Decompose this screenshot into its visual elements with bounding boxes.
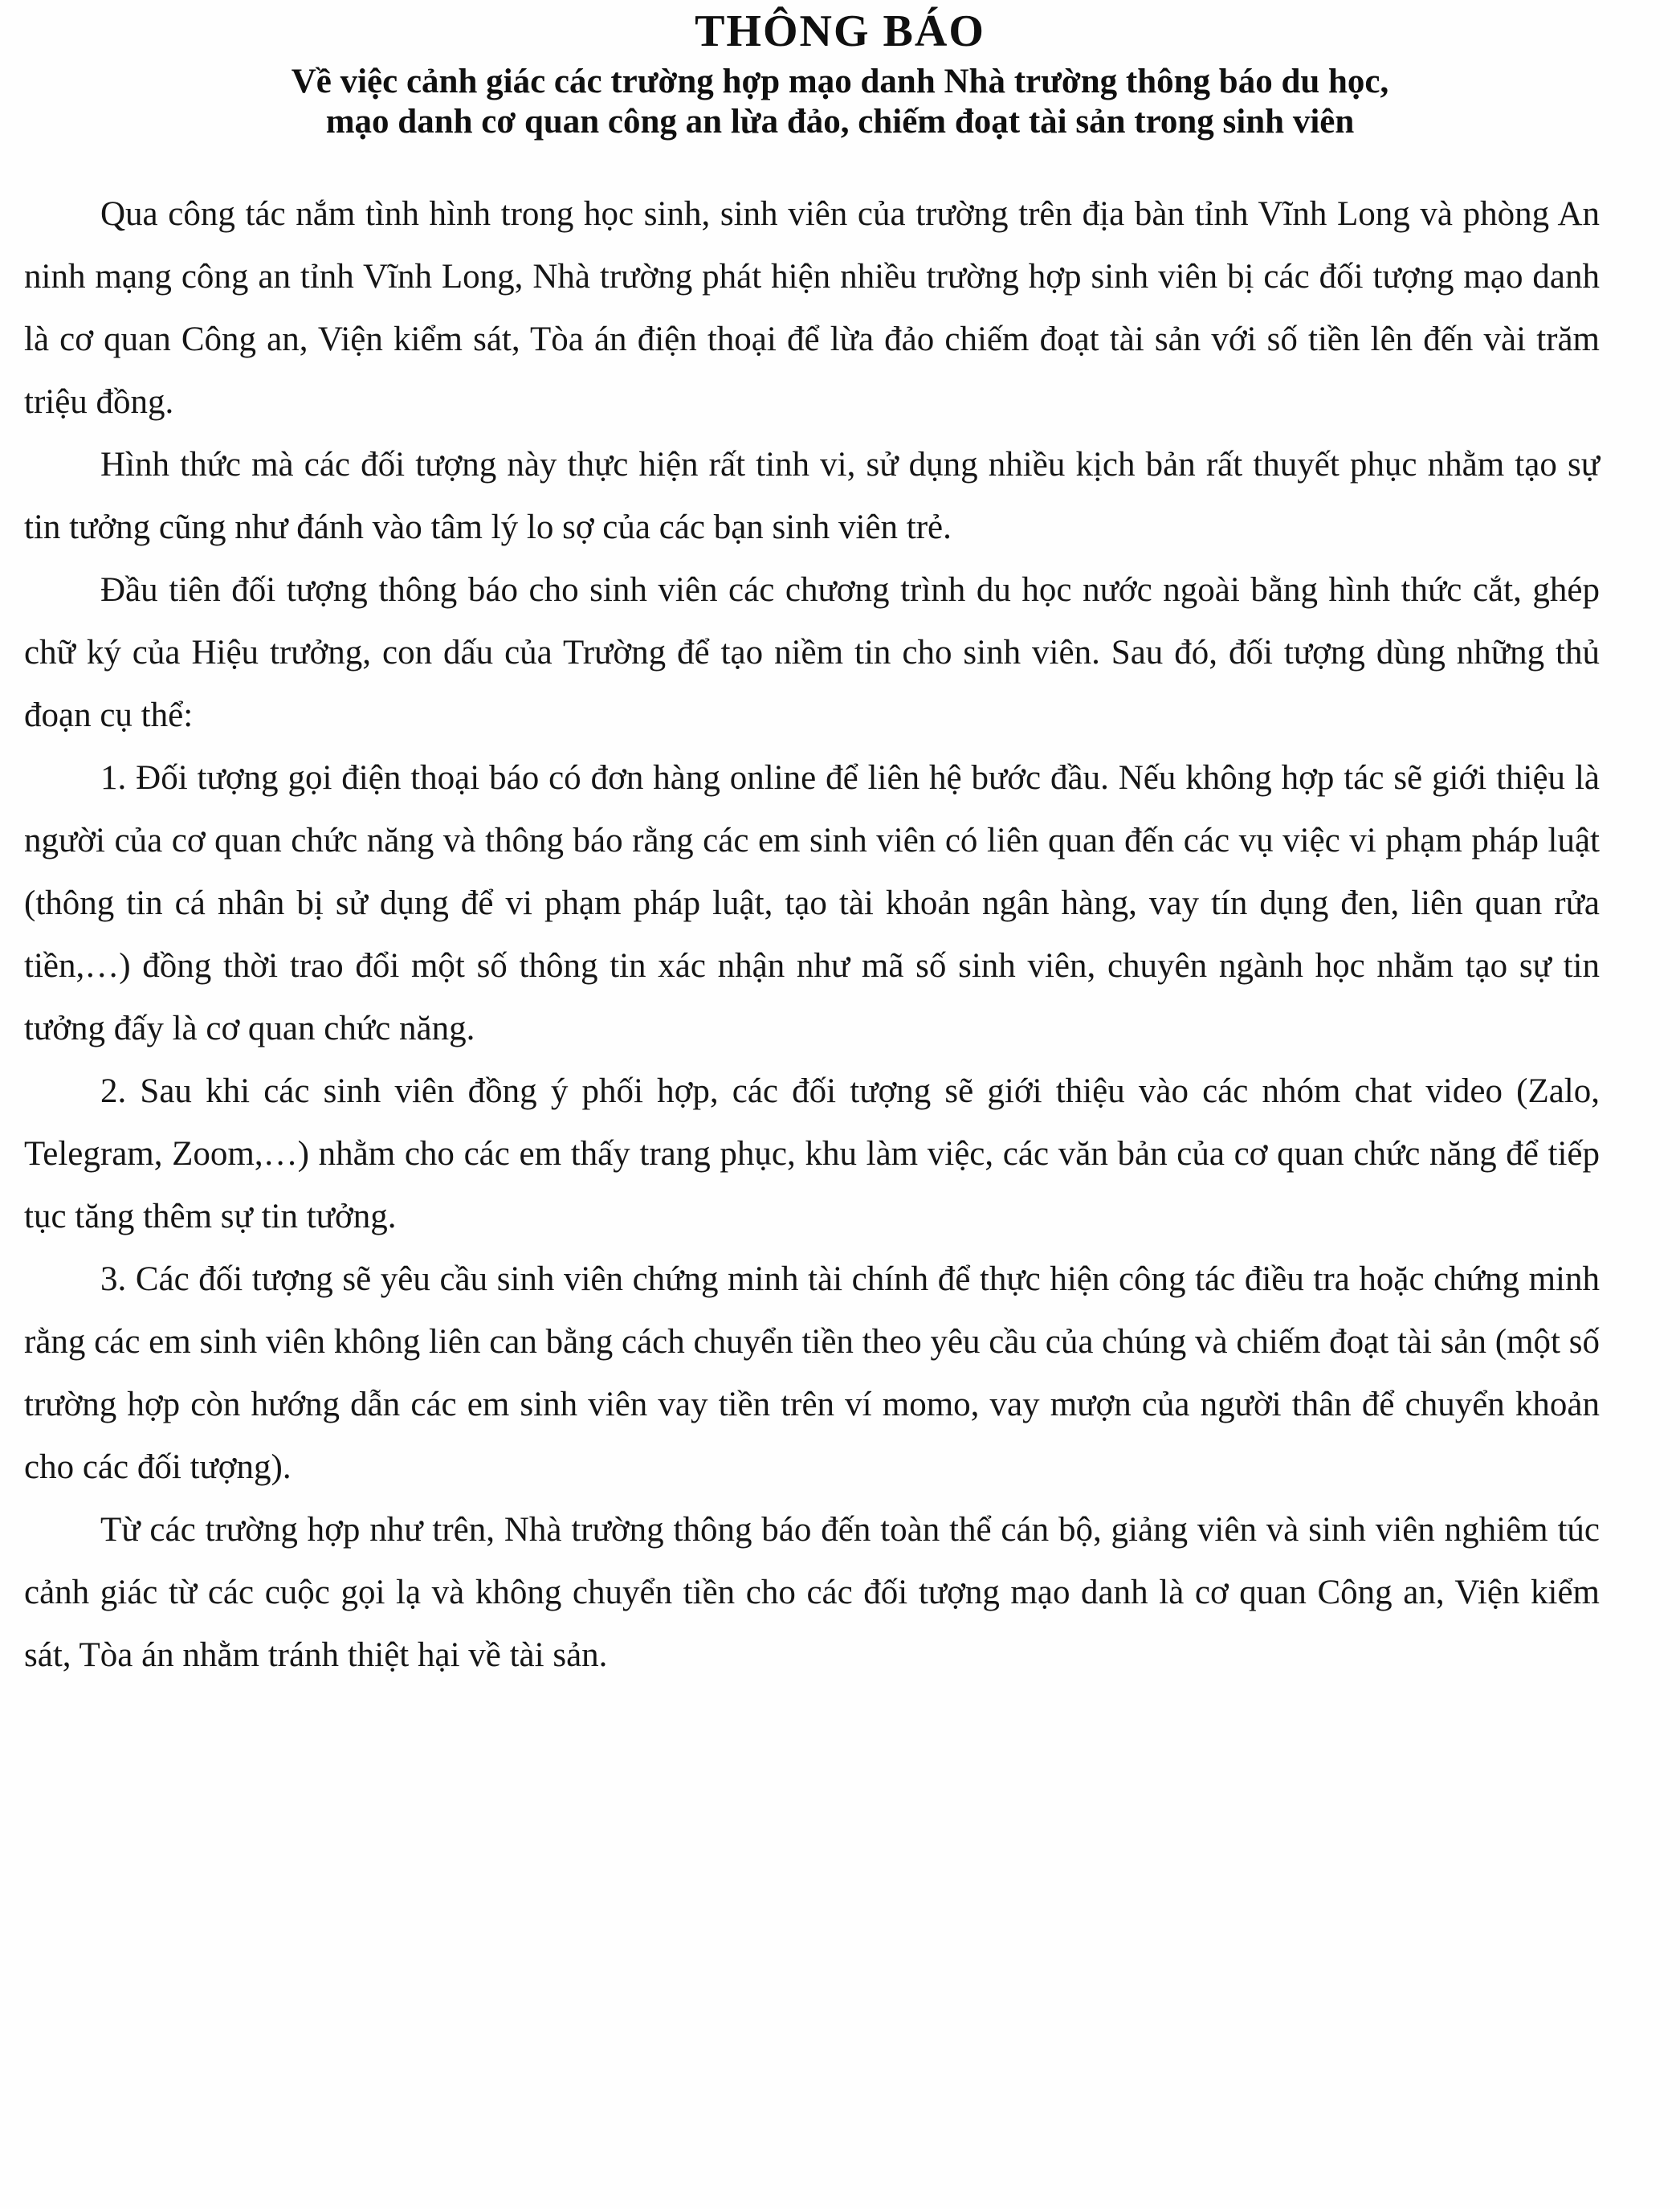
paragraph-item-2: 2. Sau khi các sinh viên đồng ý phối hợp, các đối tượng sẽ giới thiệu vào các nhóm chat video (Zalo, Telegram, Zoom,…) nhằm cho các em thấy trang phục, khu làm việc, các văn bản của cơ quan chức năng để tiếp tục tăng thêm sự tin tưởng. [24,1072,1600,1236]
subtitle-line-2: mạo danh cơ quan công an lừa đảo, chiếm đoạt tài sản trong sinh viên [325,103,1355,141]
paragraph-first-step: Đầu tiên đối tượng thông báo cho sinh viên các chương trình du học nước ngoài bằng hình thức cắt, ghép chữ ký của Hiệu trưởng, con dấu của Trường để tạo niềm tin cho sinh viên. Sau đó, đối tượng dùng những thủ đoạn cụ thể: [24,571,1600,735]
paragraph-conclusion: Từ các trường hợp như trên, Nhà trường thông báo đến toàn thể cán bộ, giảng viên và sinh viên nghiêm túc cảnh giác từ các cuộc gọi lạ và không chuyển tiền cho các đối tượng mạo danh là cơ quan Công an, Viện kiểm sát, Tòa án nhằm tránh thiệt hại về tài sản. [24,1511,1600,1675]
document-header [0,0,1680,143]
paragraph-item-3: 3. Các đối tượng sẽ yêu cầu sinh viên chứng minh tài chính để thực hiện công tác điều tra hoặc chứng minh rằng các em sinh viên không liên can bằng cách chuyển tiền theo yêu cầu của chúng và chiếm đoạt tài sản (một số trường hợp còn hướng dẫn các em sinh viên vay tiền trên ví momo, vay mượn của người thân để chuyển khoản cho các đối tượng). [24,1260,1600,1487]
paragraph-methods: Hình thức mà các đối tượng này thực hiện rất tinh vi, sử dụng nhiều kịch bản rất thuyết phục nhằm tạo sự tin tưởng cũng như đánh vào tâm lý lo sợ của các bạn sinh viên trẻ. [24,446,1600,547]
subtitle-line-1: Về việc cảnh giác các trường hợp mạo danh Nhà trường thông báo du học, [291,62,1389,100]
paragraph-item-1: 1. Đối tượng gọi điện thoại báo có đơn hàng online để liên hệ bước đầu. Nếu không hợp tác sẽ giới thiệu là người của cơ quan chức năng và thông báo rằng các em sinh viên có liên quan đến các vụ việc vi phạm pháp luật (thông tin cá nhân bị sử dụng để vi phạm pháp luật, tạo tài khoản ngân hàng, vay tín dụng đen, liên quan rửa tiền,…) đồng thời trao đổi một số thông tin xác nhận như mã số sinh viên, chuyên ngành học nhằm tạo sự tin tưởng đấy là cơ quan chức năng. [24,759,1600,1048]
paragraph-intro: Qua công tác nắm tình hình trong học sinh, sinh viên của trường trên địa bàn tỉnh Vĩnh Long và phòng An ninh mạng công an tỉnh Vĩnh Long, Nhà trường phát hiện nhiều trường hợp sinh viên bị các đối tượng mạo danh là cơ quan Công an, Viện kiểm sát, Tòa án điện thoại để lừa đảo chiếm đoạt tài sản với số tiền lên đến vài trăm triệu đồng. [24,195,1600,422]
document-subtitle [0,62,1680,143]
document-body [0,183,1680,1687]
page-title: THÔNG BÁO [695,6,985,56]
